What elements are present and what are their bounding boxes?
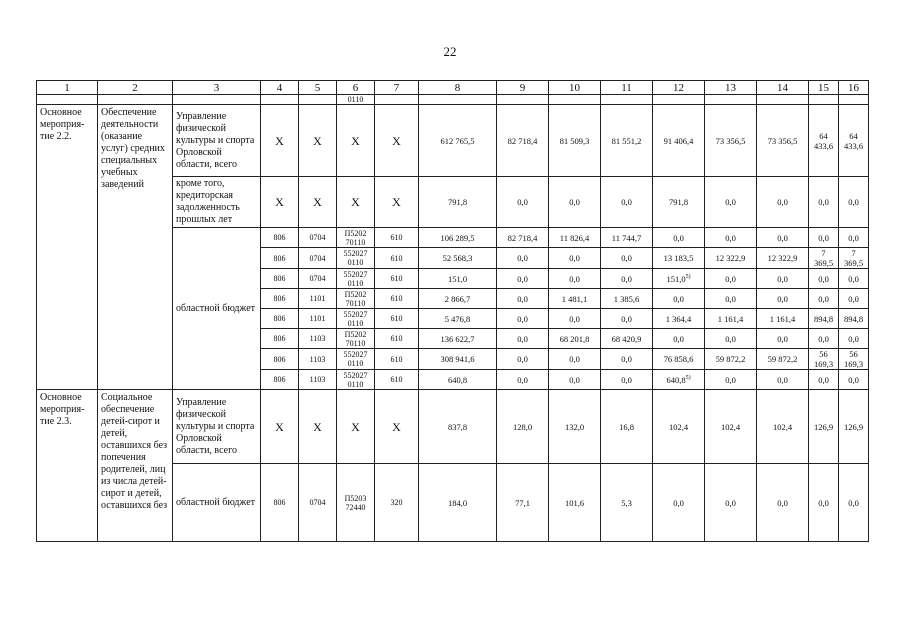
- amount-cell: 0,0: [809, 464, 839, 542]
- amount-value: 640,8: [666, 374, 686, 385]
- amount-cell: 81 551,2: [601, 105, 653, 177]
- amount-cell: 0,0: [497, 177, 549, 228]
- x-mark: X: [375, 390, 419, 464]
- amount-cell: 11 826,4: [549, 228, 601, 248]
- column-header: 11: [601, 81, 653, 95]
- amount-cell: 0,0: [839, 370, 869, 390]
- amount-cell: 102,4: [653, 390, 705, 464]
- amount-cell: 82 718,4: [497, 105, 549, 177]
- amount-cell: 0,0: [705, 228, 757, 248]
- continuation-code: 0110: [337, 95, 375, 105]
- amount-cell: 0,0: [809, 289, 839, 309]
- vr-code: 610: [375, 370, 419, 390]
- amount-cell: 81 509,3: [549, 105, 601, 177]
- amount-cell: 136 622,7: [419, 329, 497, 349]
- csr-code: П5202 70110: [337, 289, 375, 309]
- column-header: 15: [809, 81, 839, 95]
- grbs-code: 806: [261, 370, 299, 390]
- csr-code: 552027 0110: [337, 248, 375, 269]
- row-name: кроме того, кредиторская задолженность прошлых лет: [173, 177, 261, 228]
- event-label: Основное мероприя-тие 2.2.: [37, 105, 98, 390]
- amount-cell: 56 169,3: [809, 349, 839, 370]
- column-header: 14: [757, 81, 809, 95]
- amount-cell: 0,0: [497, 248, 549, 269]
- amount-cell: 11 744,7: [601, 228, 653, 248]
- amount-cell: 68 201,8: [549, 329, 601, 349]
- event-label: Основное мероприя-тие 2.3.: [37, 390, 98, 542]
- amount-cell: 0,0: [757, 228, 809, 248]
- x-mark: X: [299, 177, 337, 228]
- amount-cell: 0,0: [549, 349, 601, 370]
- amount-cell: 16,8: [601, 390, 653, 464]
- amount-cell: 102,4: [757, 390, 809, 464]
- column-header: 3: [173, 81, 261, 95]
- amount-cell: 77,1: [497, 464, 549, 542]
- amount-cell: 0,0: [601, 177, 653, 228]
- csr-code: 552027 0110: [337, 269, 375, 289]
- amount-cell: 0,0: [653, 329, 705, 349]
- amount-cell: 5,3: [601, 464, 653, 542]
- rzpr-code: 1103: [299, 329, 337, 349]
- amount-cell: 0,0: [809, 329, 839, 349]
- column-header: 6: [337, 81, 375, 95]
- amount-cell: 308 941,6: [419, 349, 497, 370]
- amount-cell: 894,8: [839, 309, 869, 329]
- amount-cell: 0,0: [601, 309, 653, 329]
- amount-cell: 0,0: [839, 228, 869, 248]
- amount-cell: 0,0: [549, 177, 601, 228]
- amount-cell: 0,0: [757, 269, 809, 289]
- vr-code: 610: [375, 228, 419, 248]
- amount-cell: 791,8: [653, 177, 705, 228]
- grbs-code: 806: [261, 309, 299, 329]
- amount-cell: 184,0: [419, 464, 497, 542]
- amount-cell: 0,0: [549, 309, 601, 329]
- vr-code: 610: [375, 329, 419, 349]
- amount-cell: 2 866,7: [419, 289, 497, 309]
- amount-cell: 612 765,5: [419, 105, 497, 177]
- x-mark: X: [299, 390, 337, 464]
- grbs-code: 806: [261, 248, 299, 269]
- amount-cell: 12 322,9: [705, 248, 757, 269]
- budget-table: [36, 80, 869, 542]
- csr-code: 552027 0110: [337, 309, 375, 329]
- amount-cell: 0,0: [809, 269, 839, 289]
- amount-cell: 76 858,6: [653, 349, 705, 370]
- event-2-3-total-row: [37, 390, 869, 464]
- amount-cell: 0,0: [757, 289, 809, 309]
- event-2-2-total-row: [37, 105, 869, 177]
- amount-cell: 0,0: [497, 269, 549, 289]
- amount-cell: 0,0: [705, 177, 757, 228]
- amount-cell: 0,0: [839, 177, 869, 228]
- grbs-code: 806: [261, 349, 299, 370]
- amount-cell: 102,4: [705, 390, 757, 464]
- column-number-header: [37, 81, 869, 95]
- csr-code: П5203 72440: [337, 464, 375, 542]
- grbs-code: 806: [261, 464, 299, 542]
- amount-cell: 0,0: [809, 177, 839, 228]
- amount-cell: 52 568,3: [419, 248, 497, 269]
- amount-cell: 1 161,4: [705, 309, 757, 329]
- page-number: 22: [443, 44, 457, 59]
- vr-code: 610: [375, 289, 419, 309]
- amount-cell: 837,8: [419, 390, 497, 464]
- amount-cell: 0,0: [839, 269, 869, 289]
- column-header: 8: [419, 81, 497, 95]
- amount-cell: 0,0: [549, 269, 601, 289]
- amount-cell: 0,0: [757, 370, 809, 390]
- csr-code: 552027 0110: [337, 349, 375, 370]
- grbs-code: 806: [261, 228, 299, 248]
- amount-cell: 0,0: [549, 370, 601, 390]
- amount-cell: 0,0: [601, 370, 653, 390]
- column-header: 7: [375, 81, 419, 95]
- amount-cell: 0,0: [601, 349, 653, 370]
- rzpr-code: 0704: [299, 228, 337, 248]
- amount-cell: 640,8: [419, 370, 497, 390]
- amount-cell: 68 420,9: [601, 329, 653, 349]
- column-header: 4: [261, 81, 299, 95]
- amount-cell: 91 406,4: [653, 105, 705, 177]
- x-mark: X: [261, 105, 299, 177]
- footnote-mark: 5): [685, 273, 691, 280]
- column-header: 1: [37, 81, 98, 95]
- event-title: Социальное обеспечение детей-сирот и детей, оставшихся без попечения родителей, лиц из числа детей-сирот и детей, оставшихся без: [98, 390, 173, 542]
- x-mark: X: [375, 105, 419, 177]
- amount-cell: 0,0: [705, 269, 757, 289]
- amount-cell: [653, 269, 705, 289]
- rzpr-code: 0704: [299, 248, 337, 269]
- column-header: 10: [549, 81, 601, 95]
- vr-code: 610: [375, 349, 419, 370]
- amount-cell: 73 356,5: [757, 105, 809, 177]
- funding-source: областной бюджет: [173, 464, 261, 542]
- amount-cell: 0,0: [653, 228, 705, 248]
- amount-cell: 1 385,6: [601, 289, 653, 309]
- grbs-code: 806: [261, 289, 299, 309]
- amount-cell: 0,0: [705, 329, 757, 349]
- amount-cell: 101,6: [549, 464, 601, 542]
- amount-cell: 5 476,8: [419, 309, 497, 329]
- amount-cell: 126,9: [809, 390, 839, 464]
- amount-cell: 0,0: [497, 329, 549, 349]
- amount-cell: 1 481,1: [549, 289, 601, 309]
- amount-cell: 0,0: [653, 289, 705, 309]
- rzpr-code: 1103: [299, 349, 337, 370]
- amount-cell: 0,0: [809, 228, 839, 248]
- x-mark: X: [261, 390, 299, 464]
- event-title: Обеспечение деятельности (оказание услуг) средних специальных учебных заведений: [98, 105, 173, 390]
- amount-cell: 132,0: [549, 390, 601, 464]
- amount-cell: 1 161,4: [757, 309, 809, 329]
- rzpr-code: 1103: [299, 370, 337, 390]
- amount-cell: 0,0: [653, 464, 705, 542]
- amount-cell: 64 433,6: [839, 105, 869, 177]
- amount-cell: 0,0: [601, 269, 653, 289]
- amount-cell: 0,0: [809, 370, 839, 390]
- rzpr-code: 0704: [299, 269, 337, 289]
- column-header: 13: [705, 81, 757, 95]
- amount-cell: 0,0: [497, 289, 549, 309]
- amount-cell: [653, 370, 705, 390]
- rzpr-code: 1101: [299, 289, 337, 309]
- amount-cell: 0,0: [497, 349, 549, 370]
- x-mark: X: [337, 390, 375, 464]
- amount-cell: 0,0: [497, 370, 549, 390]
- vr-code: 610: [375, 248, 419, 269]
- amount-value: 151,0: [666, 273, 686, 284]
- amount-cell: 13 183,5: [653, 248, 705, 269]
- vr-code: 610: [375, 309, 419, 329]
- x-mark: X: [299, 105, 337, 177]
- funding-source: областной бюджет: [173, 228, 261, 390]
- amount-cell: 0,0: [705, 289, 757, 309]
- amount-cell: 73 356,5: [705, 105, 757, 177]
- csr-code: 552027 0110: [337, 370, 375, 390]
- column-header: 16: [839, 81, 869, 95]
- x-mark: X: [375, 177, 419, 228]
- amount-cell: 7 369,5: [839, 248, 869, 269]
- vr-code: 610: [375, 269, 419, 289]
- amount-cell: 7 369,5: [809, 248, 839, 269]
- amount-cell: 12 322,9: [757, 248, 809, 269]
- amount-cell: 0,0: [705, 464, 757, 542]
- amount-cell: 791,8: [419, 177, 497, 228]
- amount-cell: 151,0: [419, 269, 497, 289]
- x-mark: X: [337, 105, 375, 177]
- amount-cell: 59 872,2: [757, 349, 809, 370]
- grbs-code: 806: [261, 329, 299, 349]
- vr-code: 320: [375, 464, 419, 542]
- amount-cell: 0,0: [497, 309, 549, 329]
- rzpr-code: 0704: [299, 464, 337, 542]
- amount-cell: 0,0: [757, 464, 809, 542]
- x-mark: X: [261, 177, 299, 228]
- amount-cell: 0,0: [839, 289, 869, 309]
- amount-cell: 82 718,4: [497, 228, 549, 248]
- amount-cell: 0,0: [757, 177, 809, 228]
- grbs-code: 806: [261, 269, 299, 289]
- amount-cell: 0,0: [705, 370, 757, 390]
- rzpr-code: 1101: [299, 309, 337, 329]
- column-header: 12: [653, 81, 705, 95]
- amount-cell: 64 433,6: [809, 105, 839, 177]
- amount-cell: 106 289,5: [419, 228, 497, 248]
- amount-cell: 0,0: [549, 248, 601, 269]
- footnote-mark: 5): [685, 374, 691, 381]
- column-header: 5: [299, 81, 337, 95]
- amount-cell: 56 169,3: [839, 349, 869, 370]
- amount-cell: 0,0: [839, 464, 869, 542]
- amount-cell: 0,0: [839, 329, 869, 349]
- amount-cell: 1 364,4: [653, 309, 705, 329]
- column-header: 9: [497, 81, 549, 95]
- csr-code: П5202 70110: [337, 228, 375, 248]
- row-name: Управление физической культуры и спорта Орловской области, всего: [173, 390, 261, 464]
- csr-code: П5202 70110: [337, 329, 375, 349]
- continuation-row: [37, 95, 869, 105]
- column-header: 2: [98, 81, 173, 95]
- amount-cell: 128,0: [497, 390, 549, 464]
- row-name: Управление физической культуры и спорта Орловской области, всего: [173, 105, 261, 177]
- x-mark: X: [337, 177, 375, 228]
- amount-cell: 0,0: [601, 248, 653, 269]
- amount-cell: 126,9: [839, 390, 869, 464]
- amount-cell: 0,0: [757, 329, 809, 349]
- amount-cell: 894,8: [809, 309, 839, 329]
- amount-cell: 59 872,2: [705, 349, 757, 370]
